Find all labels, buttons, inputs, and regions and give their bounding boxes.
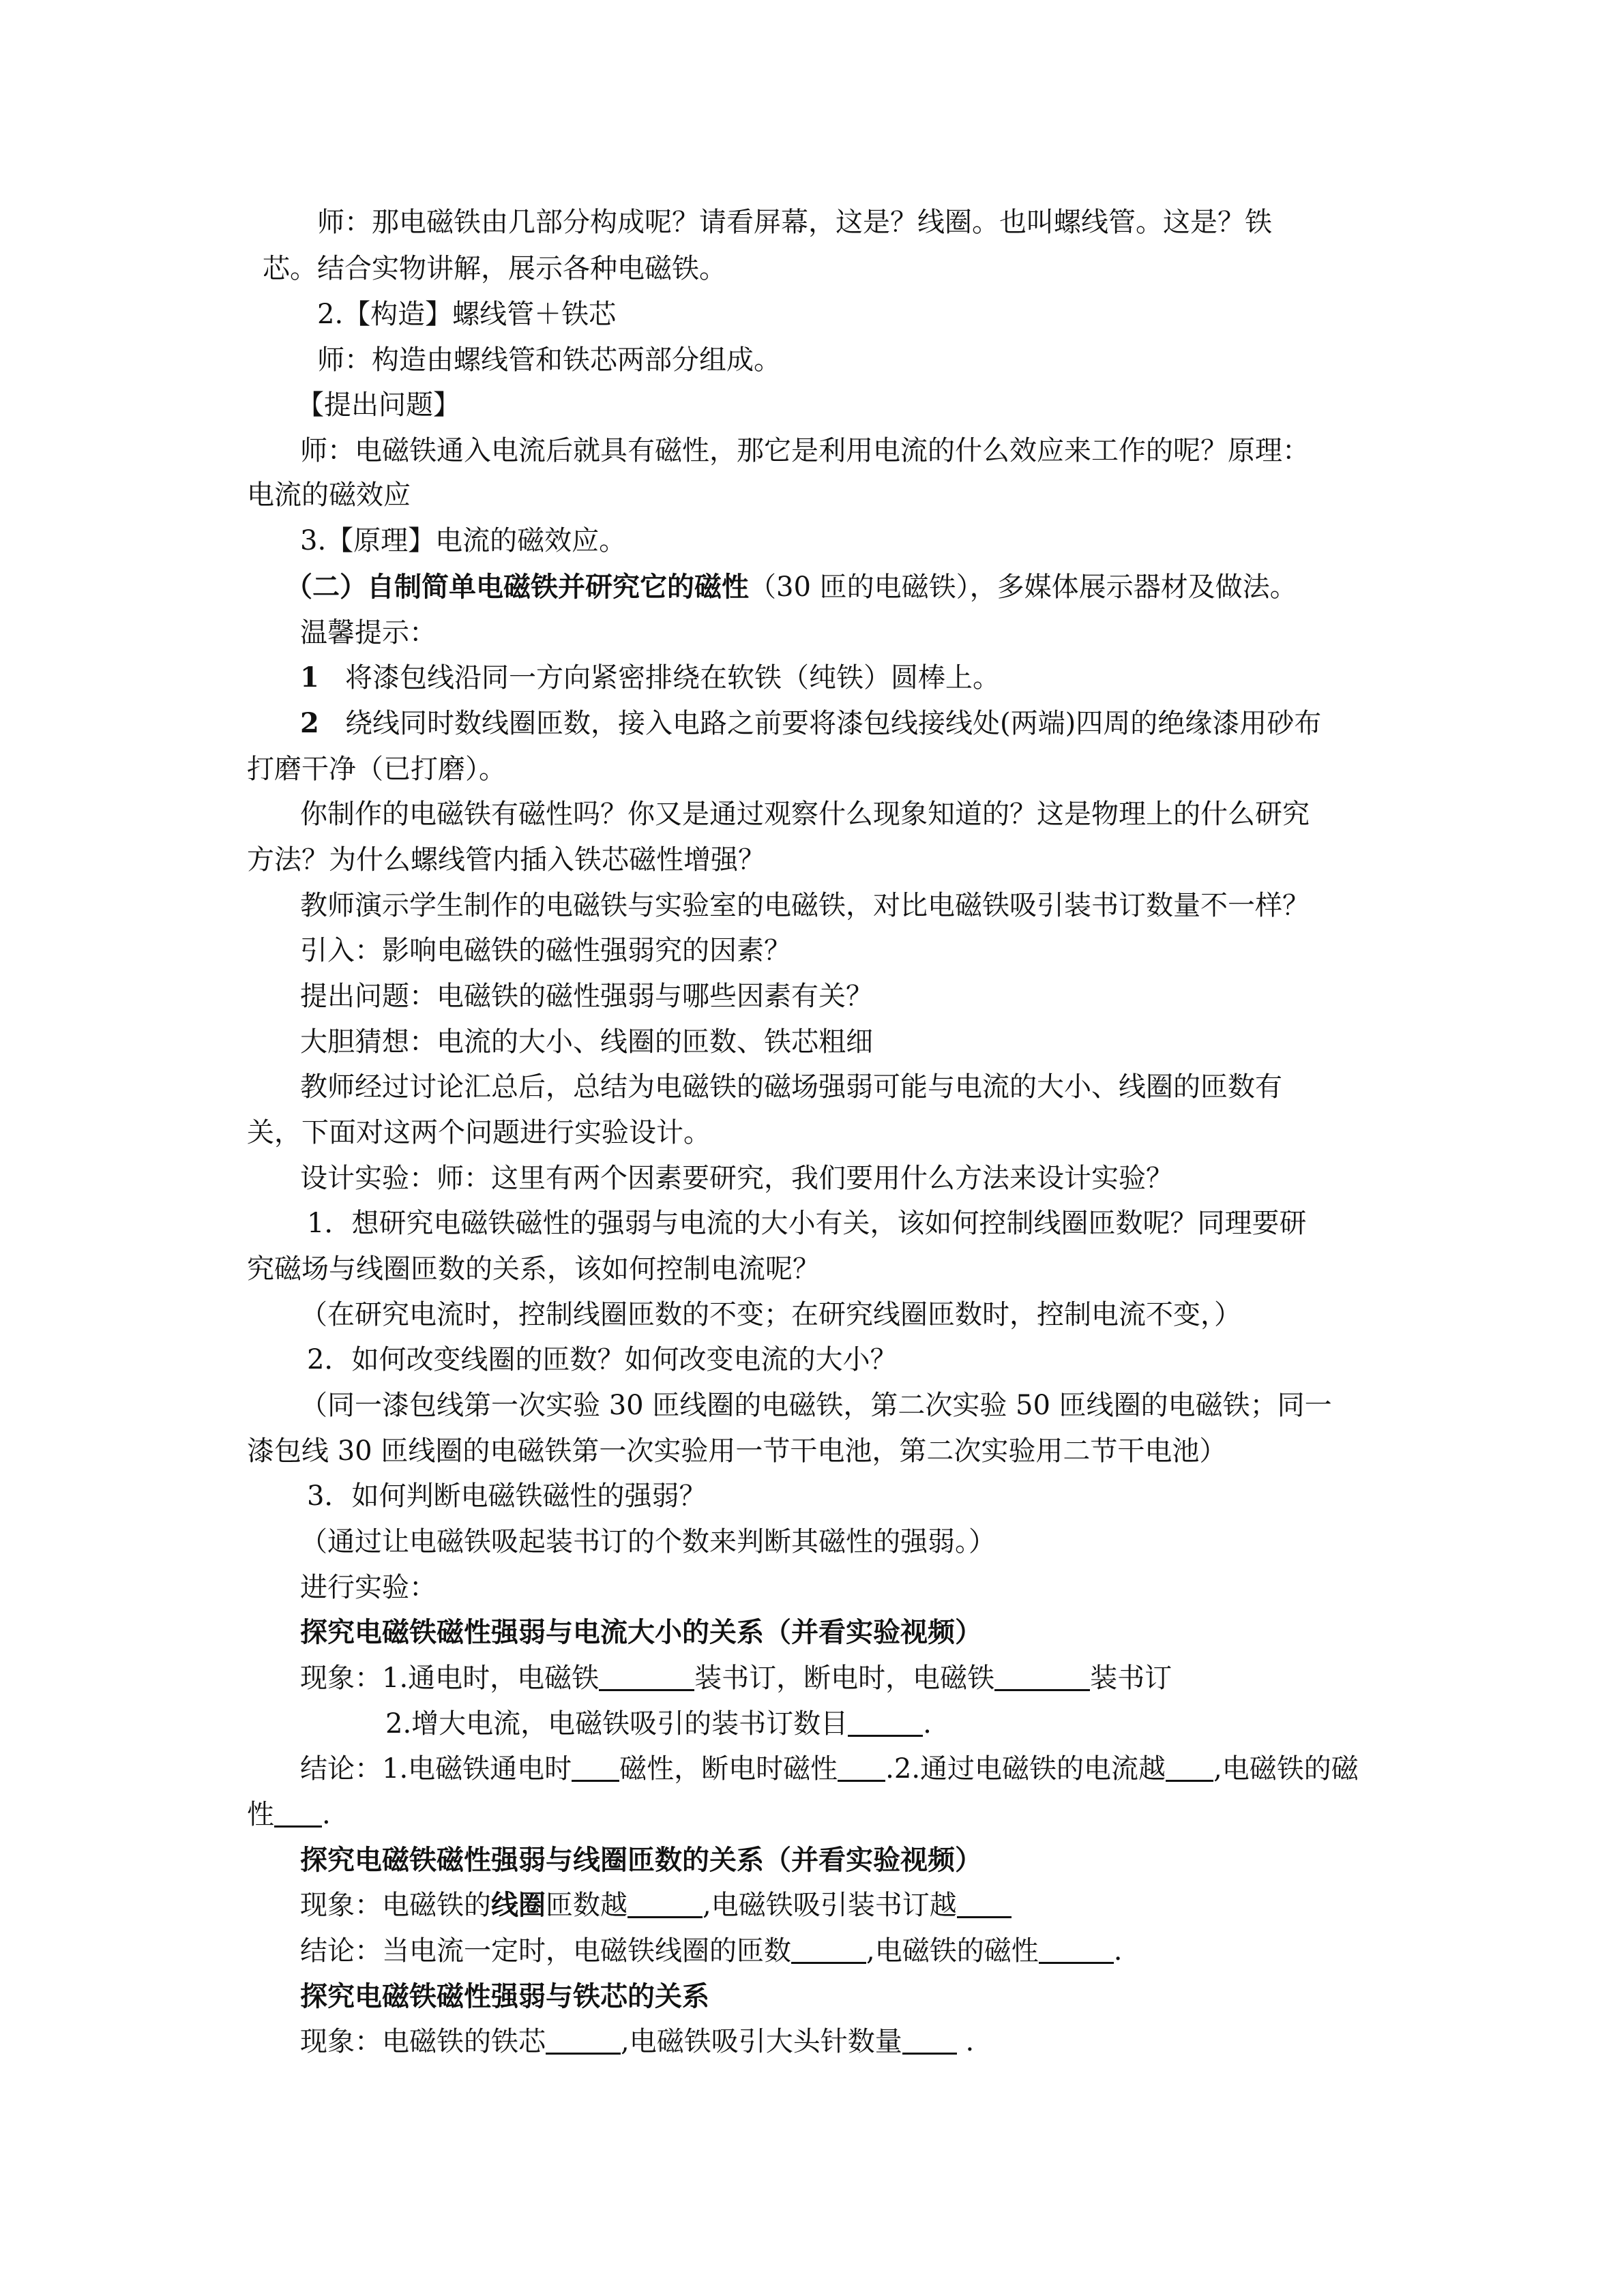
answer-blank[interactable] xyxy=(1039,1932,1114,1964)
text-segment: . xyxy=(965,2026,975,2057)
list-text: 绕线同时数线圈匝数，接入电路之前要将漆包线接线处(两端)四周的绝缘漆用砂布 xyxy=(345,708,1322,739)
fill-in-line xyxy=(247,1790,331,1839)
text-segment: .2.通过电磁铁的电流越 xyxy=(885,1753,1166,1785)
experiment-heading: 探究电磁铁磁性强弱与铁芯的关系 xyxy=(300,1980,709,2012)
answer-blank[interactable] xyxy=(546,2023,621,2055)
text-segment: 性 xyxy=(247,1799,274,1830)
answer-blank[interactable] xyxy=(902,2023,957,2055)
text-segment: ,电磁铁的磁 xyxy=(1213,1753,1359,1785)
list-item xyxy=(300,653,1000,702)
paragraph-line: 你制作的电磁铁有磁性吗？你又是通过观察什么现象知道的？这是物理上的什么研究 xyxy=(300,799,1310,830)
list-number: 2 xyxy=(300,707,319,739)
fill-in-line xyxy=(300,1654,1172,1703)
paragraph-line: 提出问题：电磁铁的磁性强弱与哪些因素有关？ xyxy=(300,981,873,1012)
paragraph-line: （在研究电流时，控制线圈匝数的不变；在研究线圈匝数时，控制电流不变，） xyxy=(300,1299,1241,1330)
paragraph-line: 引入：影响电磁铁的磁性强弱究的因素？ xyxy=(300,935,791,966)
text-segment: . xyxy=(1113,1935,1123,1967)
text-segment: 匝数越 xyxy=(546,1890,628,1921)
text-segment: 现象：电磁铁的 xyxy=(300,1890,491,1921)
paragraph-line: 芯。结合实物讲解，展示各种电磁铁。 xyxy=(263,253,726,284)
section-heading: 【提出问题】 xyxy=(297,389,460,421)
experiment-heading: 探究电磁铁磁性强弱与线圈匝数的关系（并看实验视频） xyxy=(300,1844,982,1876)
paragraph-line: （通过让电磁铁吸起装书订的个数来判断其磁性的强弱。） xyxy=(300,1526,996,1557)
paragraph-line: （同一漆包线第一次实验 30 匝线圈的电磁铁，第二次实验 50 匝线圈的电磁铁；同一 xyxy=(300,1390,1332,1421)
paragraph-line: 电流的磁效应 xyxy=(247,479,411,511)
text-segment: 2.增大电流，电磁铁吸引的装书订数目 xyxy=(385,1708,848,1740)
paragraph-line: 漆包线 30 匝线圈的电磁铁第一次实验用一节干电池，第二次实验用二节干电池） xyxy=(247,1435,1227,1467)
fill-in-line xyxy=(385,1699,932,1748)
paragraph-line: 师：构造由螺线管和铁芯两部分组成。 xyxy=(317,344,781,376)
fill-in-line xyxy=(300,1744,1359,1793)
text-segment: ,电磁铁吸引大头针数量 xyxy=(621,2026,902,2057)
answer-blank[interactable] xyxy=(994,1659,1090,1691)
paragraph-line: 温馨提示： xyxy=(300,617,437,648)
paragraph-line: 设计实验：师：这里有两个因素要研究，我们要用什么方法来设计实验？ xyxy=(300,1163,1173,1194)
paragraph-line: 3．如何判断电磁铁磁性的强弱？ xyxy=(307,1480,707,1512)
experiment-heading: 探究电磁铁磁性强弱与电流大小的关系（并看实验视频） xyxy=(300,1616,982,1648)
text-segment: 装书订 xyxy=(1090,1663,1172,1694)
answer-blank[interactable] xyxy=(791,1932,866,1964)
paragraph-line: 教师演示学生制作的电磁铁与实验室的电磁铁，对比电磁铁吸引装书订数量不一样？ xyxy=(300,890,1310,921)
paragraph-line: 2.【构造】螺线管＋铁芯 xyxy=(317,299,617,330)
answer-blank[interactable] xyxy=(572,1750,619,1782)
answer-blank[interactable] xyxy=(274,1795,322,1828)
fill-in-line xyxy=(300,2017,974,2066)
list-text: 将漆包线沿同一方向紧密排绕在软铁（纯铁）圆棒上。 xyxy=(345,662,1000,694)
paragraph-line: 3.【原理】电流的磁效应。 xyxy=(300,525,627,556)
text-segment: ,电磁铁吸引装书订越 xyxy=(703,1890,957,1921)
paragraph-line: 2．如何改变线圈的匝数？如何改变电流的大小？ xyxy=(307,1344,898,1375)
text-segment: 结论：当电流一定时，电磁铁线圈的匝数 xyxy=(300,1935,791,1967)
paragraph-line: 师：那电磁铁由几部分构成呢？请看屏幕，这是？线圈。也叫螺线管。这是？铁 xyxy=(317,207,1272,238)
answer-blank[interactable] xyxy=(628,1886,703,1918)
paragraph-line: 教师经过讨论汇总后，总结为电磁铁的磁场强弱可能与电流的大小、线圈的匝数有 xyxy=(300,1071,1282,1103)
answer-blank[interactable] xyxy=(599,1659,694,1691)
answer-blank[interactable] xyxy=(957,1886,1012,1918)
paragraph-line: 师：电磁铁通入电流后就具有磁性，那它是利用电流的什么效应来工作的呢？原理： xyxy=(300,435,1310,466)
heading-rest: （30 匝的电磁铁），多媒体展示器材及做法。 xyxy=(749,571,1297,603)
list-number: 1 xyxy=(300,661,319,694)
section-heading xyxy=(285,563,1297,612)
text-segment: . xyxy=(322,1799,331,1830)
paragraph-line: 究磁场与线圈匝数的关系，该如何控制电流呢？ xyxy=(247,1253,820,1285)
text-segment: 磁性，断电时磁性 xyxy=(619,1753,838,1785)
text-segment: . xyxy=(923,1708,932,1740)
list-item xyxy=(300,699,1321,748)
fill-in-line xyxy=(300,1926,1122,1976)
answer-blank[interactable] xyxy=(838,1750,885,1782)
heading-bold: （二）自制简单电磁铁并研究它的磁性 xyxy=(285,571,749,603)
answer-blank[interactable] xyxy=(1166,1750,1213,1782)
answer-blank[interactable] xyxy=(848,1705,923,1737)
paragraph-line: 打磨干净（已打磨）。 xyxy=(247,754,506,785)
text-segment: 现象：电磁铁的铁芯 xyxy=(300,2026,546,2057)
text-segment: 装书订，断电时，电磁铁 xyxy=(694,1663,995,1694)
text-segment: 现象：1.通电时，电磁铁 xyxy=(300,1663,600,1694)
fill-in-line xyxy=(300,1881,1012,1930)
text-segment: 线圈 xyxy=(491,1889,546,1921)
paragraph-line: 进行实验： xyxy=(300,1572,437,1603)
paragraph-line: 方法？为什么螺线管内插入铁芯磁性增强？ xyxy=(247,844,765,876)
text-segment: ,电磁铁的磁性 xyxy=(866,1935,1039,1967)
paragraph-line: 大胆猜想：电流的大小、线圈的匝数、铁芯粗细 xyxy=(300,1026,873,1058)
paragraph-line: 关，下面对这两个问题进行实验设计。 xyxy=(247,1117,711,1148)
paragraph-line: 1．想研究电磁铁磁性的强弱与电流的大小有关，该如何控制线圈匝数呢？同理要研 xyxy=(307,1208,1307,1239)
text-segment: 结论：1.电磁铁通电时 xyxy=(300,1753,572,1785)
